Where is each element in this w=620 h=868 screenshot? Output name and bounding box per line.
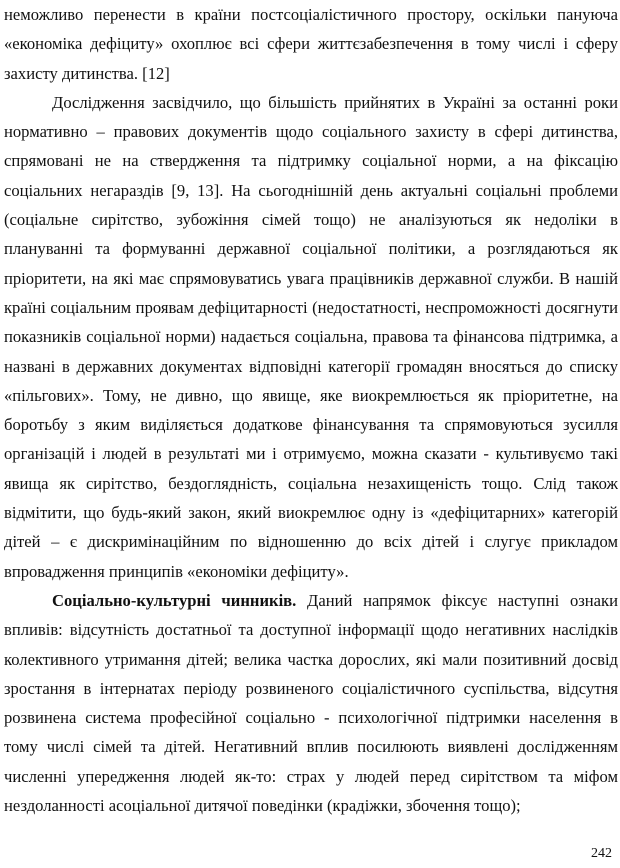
paragraph-socio-cultural-factors [4,586,618,820]
body-text [4,0,618,820]
paragraph-heading: Соціально-культурні чинників. [52,590,297,610]
paragraph-body: Даний напрямок фіксує наступні ознаки впливів: відсутність достатньої та доступної інформації щодо негативних наслідків колективного утримання дітей; велика частка дорослих, які мали позитивний досвід зростання в інтернатах періоду розвиненого соціалістичного суспільства, відсутня розвинена система професійної соціально - психологічної підтримки населення в тому числі сімей та дітей. Негативний вплив посилюють виявлені дослідженням численні упередження людей як-то: страх у людей перед сирітством та міфом нездоланності асоціальної дитячої поведінки (крадіжки, збочення тощо); [4,590,618,816]
paragraph-research-findings: Дослідження засвідчило, що більшість прийнятих в Україні за останні роки нормативно – правових документів щодо соціального захисту в сфері дитинства, спрямовані не на ствердження та підтримку соціальної норми, а на фіксацію соціальних негараздів [9, 13]. На сьогоднішній день актуальні соціальні проблеми (соціальне сирітство, зубожіння сімей тощо) не аналізуються як недоліки в плануванні та формуванні державної соціальної політики, а розглядаються як пріоритети, на які має спрямовуватись увага працівників державної служби. В нашій країні соціальним проявам дефіцитарності (недостатності, неспроможності досягнути показників соціальної норми) надається соціальна, правова та фінансова підтримка, а названі в державних документах відповідні категорії громадян вносяться до списку «пільгових». Тому, не дивно, що явище, яке виокремлюється як пріоритетне, на боротьбу з яким виділяється додаткове фінансування та спрямовуються зусилля організацій і людей в результаті ми і отримуємо, можна сказати - культивуємо такі явища як сирітство, бездоглядність, соціальна незахищеність тощо. Слід також відмітити, що будь-який закон, який виокремлює одну із «дефіцитарних» категорій дітей – є дискримінаційним по відношенню до всіх дітей і слугує прикладом впровадження принципів «економіки дефіциту». [4,92,618,581]
paragraph-continuation: неможливо перенести в країни постсоціалістичного простору, оскільки пануюча «економіка дефіциту» охоплює всі сфери життєзабезпечення в тому числі і сферу захисту дитинства. [12] [4,5,618,83]
page-number: 242 [591,846,612,861]
